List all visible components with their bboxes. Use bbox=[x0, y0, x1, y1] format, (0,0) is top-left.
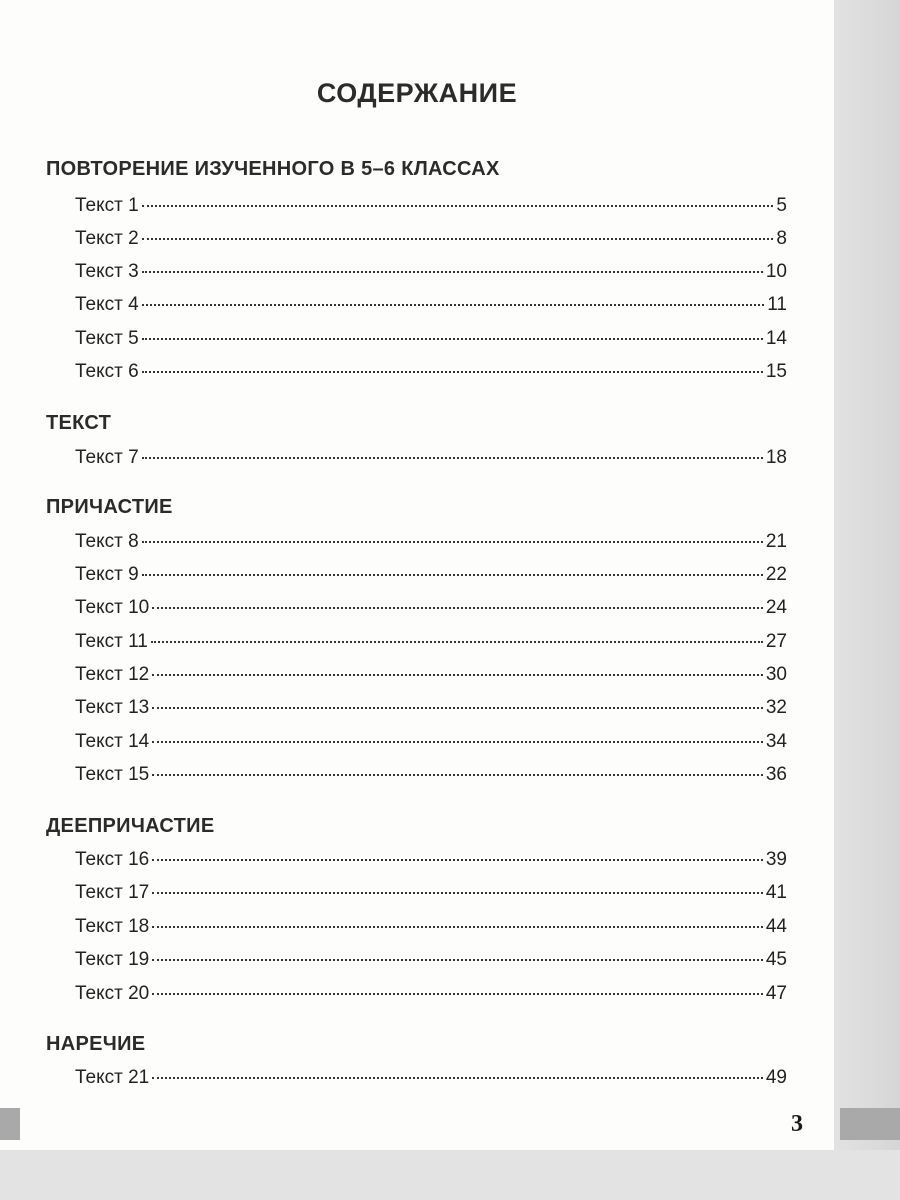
toc-entry-page: 8 bbox=[776, 228, 787, 249]
toc-entry[interactable] bbox=[75, 764, 787, 790]
dot-leader bbox=[152, 674, 763, 676]
toc-entry-label: Текст 1 bbox=[75, 195, 139, 216]
page-title: СОДЕРЖАНИЕ bbox=[316, 78, 518, 108]
toc-entry-label: Текст 3 bbox=[75, 261, 139, 282]
toc-entry-page: 45 bbox=[765, 949, 787, 970]
toc-entry[interactable] bbox=[75, 882, 787, 908]
toc-entry-label: Текст 5 bbox=[75, 328, 139, 349]
toc-entry[interactable] bbox=[75, 361, 787, 387]
dot-leader bbox=[152, 959, 763, 961]
toc-entry-page: 39 bbox=[765, 849, 787, 870]
toc-entry-label: Текст 20 bbox=[75, 983, 150, 1004]
toc-entry[interactable] bbox=[75, 294, 787, 320]
dot-leader bbox=[142, 304, 765, 306]
dot-leader bbox=[152, 993, 763, 995]
toc-entry-label: Текст 13 bbox=[75, 697, 150, 718]
toc-entry-page: 5 bbox=[776, 195, 787, 216]
dot-leader bbox=[142, 457, 763, 459]
dot-leader bbox=[142, 271, 763, 273]
toc-entry-page: 22 bbox=[765, 564, 787, 585]
toc-entry-label: Текст 7 bbox=[75, 447, 139, 468]
toc-entry-label: Текст 6 bbox=[75, 361, 139, 382]
dot-leader bbox=[142, 371, 763, 373]
toc-entry[interactable] bbox=[75, 531, 787, 557]
dot-leader bbox=[152, 707, 763, 709]
toc-entry[interactable] bbox=[75, 261, 787, 287]
toc-entry[interactable] bbox=[75, 1067, 787, 1093]
toc-entry[interactable] bbox=[75, 697, 787, 723]
toc-entry-page: 18 bbox=[765, 447, 787, 468]
toc-entry-page: 36 bbox=[765, 764, 787, 785]
toc-entry-page: 30 bbox=[765, 664, 787, 685]
toc-entry[interactable] bbox=[75, 328, 787, 354]
toc-entry-page: 24 bbox=[765, 597, 787, 618]
toc-entry[interactable] bbox=[75, 664, 787, 690]
dot-leader bbox=[142, 338, 763, 340]
toc-entry-page: 11 bbox=[767, 294, 787, 315]
dot-leader bbox=[142, 205, 774, 207]
toc-entry-label: Текст 15 bbox=[75, 764, 150, 785]
section-heading: ПОВТОРЕНИЕ ИЗУЧЕННОГО В 5–6 КЛАССАХ bbox=[46, 158, 500, 180]
toc-entry-page: 47 bbox=[765, 983, 787, 1004]
toc-entry-page: 32 bbox=[765, 697, 787, 718]
dot-leader bbox=[142, 541, 763, 543]
toc-entry-page: 41 bbox=[765, 882, 787, 903]
toc-entry[interactable] bbox=[75, 228, 787, 254]
section-heading: ПРИЧАСТИЕ bbox=[46, 496, 173, 518]
toc-entry-label: Текст 11 bbox=[75, 631, 148, 652]
toc-entry[interactable] bbox=[75, 916, 787, 942]
toc-entry-page: 10 bbox=[765, 261, 787, 282]
dot-leader bbox=[152, 741, 763, 743]
toc-entry-label: Текст 17 bbox=[75, 882, 150, 903]
toc-entry-label: Текст 16 bbox=[75, 849, 150, 870]
toc-entry[interactable] bbox=[75, 195, 787, 221]
toc-entry-label: Текст 10 bbox=[75, 597, 150, 618]
toc-entry[interactable] bbox=[75, 447, 787, 473]
toc-entry[interactable] bbox=[75, 983, 787, 1009]
toc-entry[interactable] bbox=[75, 564, 787, 590]
toc-entry-page: 15 bbox=[765, 361, 787, 382]
toc-entry-label: Текст 2 bbox=[75, 228, 139, 249]
dot-leader bbox=[152, 859, 763, 861]
footer-bar-left bbox=[0, 1108, 20, 1140]
page-edge-right bbox=[834, 0, 900, 1200]
toc-entry-page: 44 bbox=[765, 916, 787, 937]
toc-entry-label: Текст 4 bbox=[75, 294, 139, 315]
toc-entry-label: Текст 21 bbox=[75, 1067, 150, 1088]
toc-entry-label: Текст 19 bbox=[75, 949, 150, 970]
toc-entry-label: Текст 9 bbox=[75, 564, 139, 585]
section-heading: ТЕКСТ bbox=[46, 412, 112, 434]
toc-entry-page: 14 bbox=[765, 328, 787, 349]
toc-entry[interactable] bbox=[75, 731, 787, 757]
dot-leader bbox=[142, 574, 763, 576]
toc-entry[interactable] bbox=[75, 597, 787, 623]
toc-entry-page: 21 bbox=[765, 531, 787, 552]
footer-bar-right bbox=[840, 1108, 900, 1140]
dot-leader bbox=[152, 892, 763, 894]
toc-entry-label: Текст 8 bbox=[75, 531, 139, 552]
dot-leader bbox=[152, 774, 763, 776]
page-number: 3 bbox=[791, 1111, 803, 1137]
toc-entry-label: Текст 14 bbox=[75, 731, 150, 752]
toc-entry-page: 27 bbox=[765, 631, 787, 652]
toc-entry-page: 34 bbox=[765, 731, 787, 752]
dot-leader bbox=[152, 1077, 763, 1079]
toc-entry[interactable] bbox=[75, 631, 787, 657]
dot-leader bbox=[142, 238, 774, 240]
dot-leader bbox=[151, 641, 763, 643]
section-heading: НАРЕЧИЕ bbox=[46, 1033, 146, 1055]
toc-entry-page: 49 bbox=[765, 1067, 787, 1088]
toc-entry[interactable] bbox=[75, 849, 787, 875]
page-edge-bottom bbox=[0, 1150, 900, 1200]
toc-entry-label: Текст 18 bbox=[75, 916, 150, 937]
dot-leader bbox=[152, 607, 763, 609]
dot-leader bbox=[152, 926, 763, 928]
toc-entry-label: Текст 12 bbox=[75, 664, 150, 685]
toc-entry[interactable] bbox=[75, 949, 787, 975]
section-heading: ДЕЕПРИЧАСТИЕ bbox=[46, 815, 215, 837]
